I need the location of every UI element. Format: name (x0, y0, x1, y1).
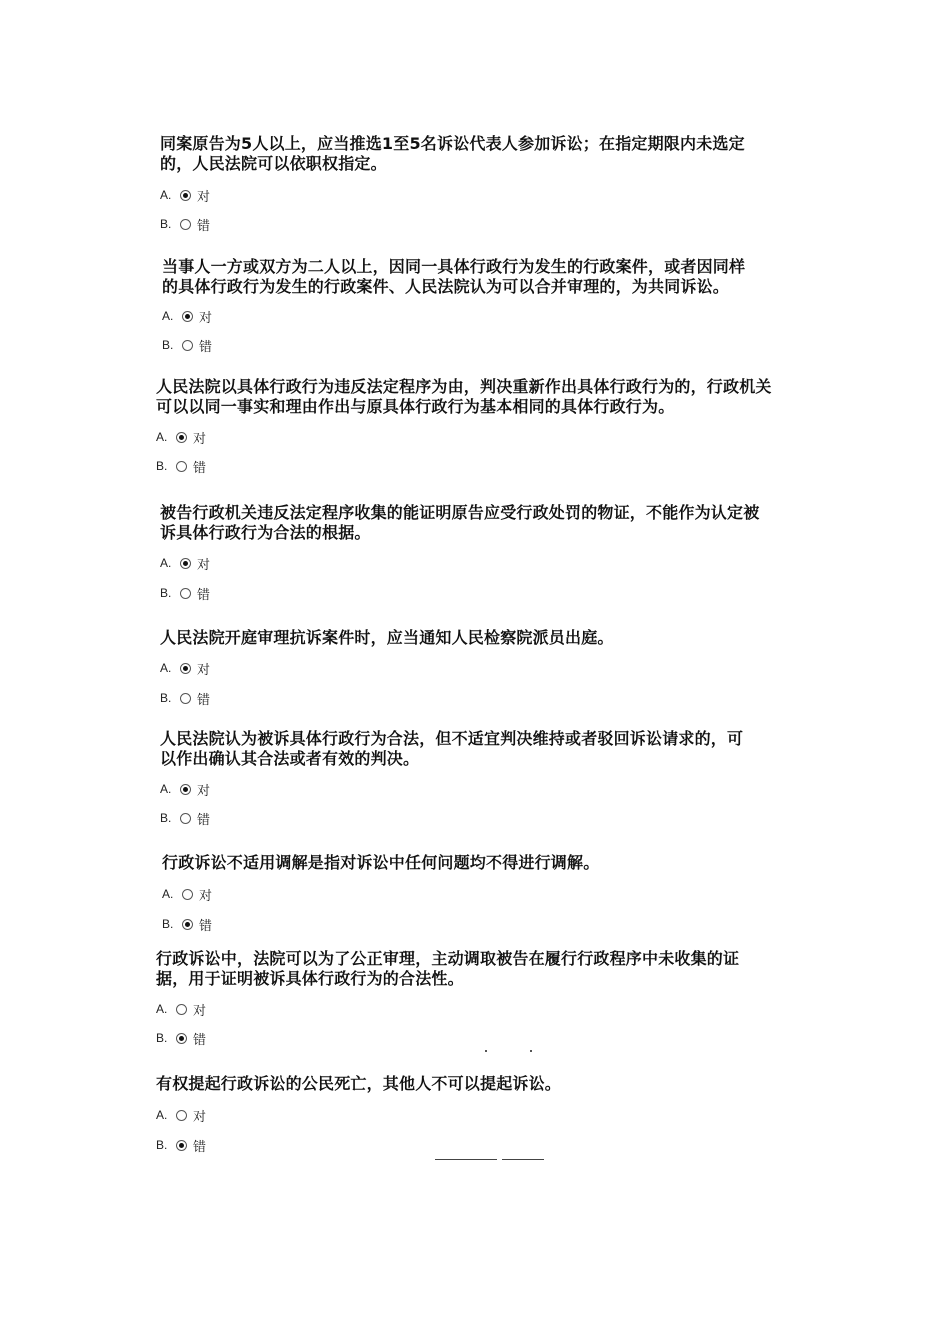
option-b[interactable] (160, 809, 750, 827)
option-a[interactable] (156, 1000, 756, 1018)
footer-rule (435, 1159, 497, 1160)
radio-checked-icon[interactable] (182, 311, 193, 322)
radio-unchecked-icon[interactable] (182, 340, 193, 351)
question-text: 同案原告为5人以上，应当推选1至5名诉讼代表人参加诉讼；在指定期限内未选定的，人民法院可以依职权指定。 (160, 134, 745, 173)
option-label: 错 (199, 918, 213, 934)
option-letter: A. (160, 556, 172, 570)
option-label: 错 (193, 460, 207, 476)
question-4 (160, 503, 770, 602)
radio-checked-icon[interactable] (180, 558, 191, 569)
option-label: 对 (197, 783, 211, 799)
question-text: 人民法院认为被诉具体行政行为合法，但不适宜判决维持或者驳回诉讼请求的，可以作出确认其合法或者有效的判决。 (160, 729, 744, 768)
option-letter: B. (160, 691, 172, 705)
radio-checked-icon[interactable] (176, 432, 187, 443)
option-a[interactable] (160, 554, 770, 572)
question-8 (156, 949, 756, 1047)
option-label: 对 (193, 1109, 207, 1125)
option-b[interactable] (156, 1029, 756, 1047)
option-letter: A. (162, 887, 174, 901)
question-text: 人民法院以具体行政行为违反法定程序为由，判决重新作出具体行政行为的，行政机关可以以同一事实和理由作出与原具体行政行为基本相同的具体行政行为。 (156, 377, 772, 416)
option-letter: A. (162, 309, 174, 323)
radio-unchecked-icon[interactable] (176, 1110, 187, 1121)
option-a[interactable] (162, 307, 760, 325)
radio-checked-icon[interactable] (180, 190, 191, 201)
question-6 (160, 729, 750, 827)
option-letter: A. (160, 782, 172, 796)
option-letter: B. (156, 1138, 168, 1152)
option-letter: B. (156, 459, 168, 473)
option-b[interactable] (160, 689, 760, 707)
footer-rule (502, 1159, 544, 1160)
option-label: 对 (199, 310, 213, 326)
radio-checked-icon[interactable] (176, 1033, 187, 1044)
option-b[interactable] (160, 215, 750, 233)
option-a[interactable] (160, 780, 750, 798)
radio-checked-icon[interactable] (180, 784, 191, 795)
stray-dot (485, 1050, 487, 1052)
option-b[interactable] (162, 915, 762, 933)
question-text: 当事人一方或双方为二人以上，因同一具体行政行为发生的行政案件，或者因同样的具体行政行为发生的行政案件、人民法院认为可以合并审理的，为共同诉讼。 (162, 257, 746, 296)
option-letter: B. (162, 338, 174, 352)
radio-unchecked-icon[interactable] (176, 461, 187, 472)
option-a[interactable] (160, 186, 750, 204)
option-letter: A. (160, 661, 172, 675)
option-b[interactable] (160, 584, 770, 602)
option-letter: B. (160, 217, 172, 231)
stray-dot (530, 1050, 532, 1052)
question-5 (160, 628, 760, 707)
option-a[interactable] (156, 428, 774, 446)
option-label: 对 (193, 1003, 207, 1019)
option-a[interactable] (156, 1106, 756, 1124)
radio-unchecked-icon[interactable] (180, 813, 191, 824)
option-b[interactable] (162, 336, 760, 354)
option-letter: A. (156, 430, 168, 444)
option-label: 错 (197, 587, 211, 603)
option-a[interactable] (160, 659, 760, 677)
radio-checked-icon[interactable] (180, 663, 191, 674)
question-text: 人民法院开庭审理抗诉案件时，应当通知人民检察院派员出庭。 (160, 628, 614, 647)
question-text: 被告行政机关违反法定程序收集的能证明原告应受行政处罚的物证，不能作为认定被诉具体行政行为合法的根据。 (160, 503, 760, 542)
option-b[interactable] (156, 1136, 756, 1154)
radio-checked-icon[interactable] (176, 1140, 187, 1151)
option-label: 对 (197, 557, 211, 573)
question-9 (156, 1074, 756, 1154)
option-a[interactable] (162, 885, 762, 903)
radio-checked-icon[interactable] (182, 919, 193, 930)
radio-unchecked-icon[interactable] (180, 588, 191, 599)
option-label: 错 (193, 1139, 207, 1155)
radio-unchecked-icon[interactable] (176, 1004, 187, 1015)
option-label: 对 (199, 888, 213, 904)
option-letter: A. (156, 1108, 168, 1122)
question-text: 行政诉讼中，法院可以为了公正审理，主动调取被告在履行行政程序中未收集的证据，用于证明被诉具体行政行为的合法性。 (156, 949, 740, 988)
question-text: 行政诉讼不适用调解是指对诉讼中任何问题均不得进行调解。 (162, 853, 600, 872)
option-letter: B. (160, 586, 172, 600)
option-letter: A. (160, 188, 172, 202)
option-label: 对 (197, 189, 211, 205)
option-label: 错 (197, 218, 211, 234)
radio-unchecked-icon[interactable] (182, 889, 193, 900)
radio-unchecked-icon[interactable] (180, 219, 191, 230)
question-1 (160, 134, 750, 233)
option-letter: A. (156, 1002, 168, 1016)
option-label: 错 (197, 812, 211, 828)
radio-unchecked-icon[interactable] (180, 693, 191, 704)
option-letter: B. (160, 811, 172, 825)
option-letter: B. (162, 917, 174, 931)
option-label: 错 (193, 1032, 207, 1048)
question-3 (156, 377, 774, 475)
question-7 (162, 853, 762, 933)
option-label: 错 (199, 339, 213, 355)
question-2 (162, 257, 760, 354)
option-b[interactable] (156, 457, 774, 475)
question-text: 有权提起行政诉讼的公民死亡，其他人不可以提起诉讼。 (156, 1074, 562, 1093)
option-letter: B. (156, 1031, 168, 1045)
option-label: 对 (197, 662, 211, 678)
option-label: 错 (197, 692, 211, 708)
option-label: 对 (193, 431, 207, 447)
